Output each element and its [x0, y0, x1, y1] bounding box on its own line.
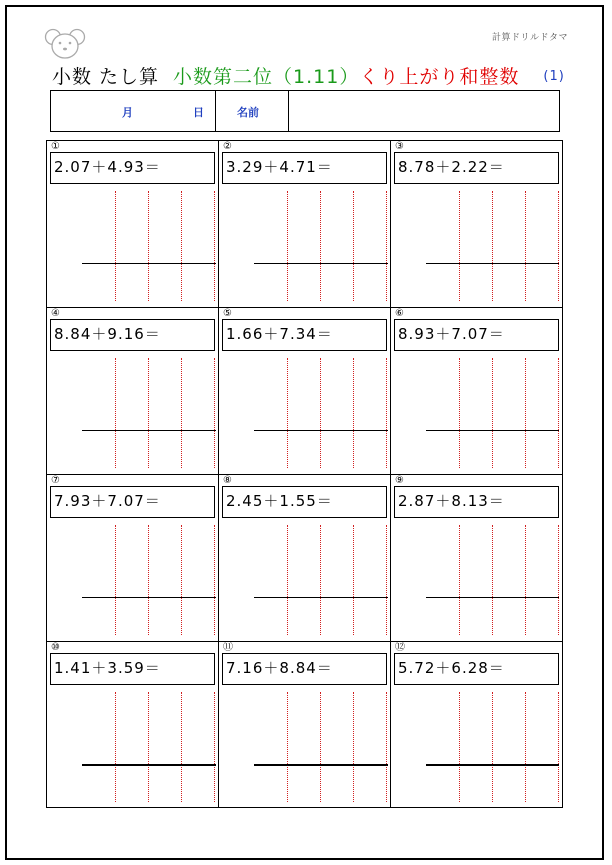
answer-line — [426, 263, 559, 264]
answer-line — [254, 764, 388, 766]
problem-cell[interactable] — [47, 141, 219, 308]
column-guide-line — [558, 191, 559, 301]
column-guide-line — [558, 525, 559, 635]
column-guide-line — [287, 358, 288, 468]
column-guide-line — [115, 191, 116, 301]
column-guide-line — [525, 525, 526, 635]
problem-number: ⑨ — [395, 475, 404, 486]
problem-equation: 3.29＋4.71＝ — [222, 152, 387, 184]
column-guide-line — [353, 692, 354, 802]
answer-line — [426, 430, 559, 431]
title-level: 小数第二位（1.11） — [173, 66, 360, 88]
problem-cell[interactable] — [219, 308, 391, 475]
site-name: 計算ドリルドタマ — [491, 33, 568, 43]
answer-line — [426, 597, 559, 598]
problem-number: ⑤ — [223, 308, 232, 319]
answer-line — [82, 764, 216, 766]
problem-grid — [46, 140, 563, 808]
column-guide-line — [214, 525, 215, 635]
column-guide-line — [459, 525, 460, 635]
problem-number: ⑪ — [223, 642, 233, 653]
column-guide-line — [386, 358, 387, 468]
column-guide-line — [214, 358, 215, 468]
problem-cell[interactable] — [219, 475, 391, 642]
problem-number: ① — [51, 141, 60, 152]
problem-equation: 7.16＋8.84＝ — [222, 653, 387, 685]
column-guide-line — [320, 191, 321, 301]
column-guide-line — [353, 525, 354, 635]
column-guide-line — [320, 525, 321, 635]
column-guide-line — [115, 358, 116, 468]
column-guide-line — [459, 358, 460, 468]
answer-line — [82, 430, 216, 431]
answer-line — [82, 263, 216, 264]
column-guide-line — [459, 191, 460, 301]
column-guide-line — [558, 692, 559, 802]
column-guide-line — [287, 692, 288, 802]
column-guide-line — [181, 191, 182, 301]
column-guide-line — [320, 358, 321, 468]
column-guide-line — [148, 191, 149, 301]
problem-equation: 8.93＋7.07＝ — [394, 319, 559, 351]
problem-number: ⑧ — [223, 475, 232, 486]
title-topic: 小数 たし算 — [52, 66, 160, 88]
answer-line — [254, 263, 388, 264]
column-guide-line — [386, 191, 387, 301]
title-variant: くり上がり和整数 — [359, 66, 520, 88]
problem-equation: 8.84＋9.16＝ — [50, 319, 215, 351]
problem-equation: 5.72＋6.28＝ — [394, 653, 559, 685]
problem-equation: 2.07＋4.93＝ — [50, 152, 215, 184]
column-guide-line — [353, 358, 354, 468]
column-guide-line — [214, 191, 215, 301]
column-guide-line — [525, 191, 526, 301]
name-label-cell — [216, 91, 289, 131]
column-guide-line — [320, 692, 321, 802]
problem-equation: 8.78＋2.22＝ — [394, 152, 559, 184]
answer-line — [254, 430, 388, 431]
mouse-logo-icon — [44, 27, 86, 61]
problem-cell[interactable] — [391, 642, 562, 807]
title-sheet-number: (1) — [543, 69, 565, 84]
column-guide-line — [386, 525, 387, 635]
column-guide-line — [115, 692, 116, 802]
problem-equation: 7.93＋7.07＝ — [50, 486, 215, 518]
problem-cell[interactable] — [391, 141, 562, 308]
worksheet-title — [52, 62, 565, 89]
answer-line — [254, 597, 388, 598]
problem-number: ⑫ — [395, 642, 405, 653]
column-guide-line — [492, 692, 493, 802]
problem-cell[interactable] — [219, 141, 391, 308]
problem-cell[interactable] — [47, 308, 219, 475]
problem-cell[interactable] — [219, 642, 391, 807]
column-guide-line — [525, 358, 526, 468]
column-guide-line — [492, 358, 493, 468]
column-guide-line — [214, 692, 215, 802]
problem-number: ② — [223, 141, 232, 152]
problem-cell[interactable] — [391, 475, 562, 642]
column-guide-line — [148, 525, 149, 635]
problem-number: ④ — [51, 308, 60, 319]
name-field[interactable] — [289, 91, 558, 131]
column-guide-line — [287, 525, 288, 635]
column-guide-line — [492, 191, 493, 301]
column-guide-line — [492, 525, 493, 635]
column-guide-line — [148, 692, 149, 802]
problem-equation: 2.87＋8.13＝ — [394, 486, 559, 518]
problem-number: ⑩ — [51, 642, 60, 653]
answer-line — [82, 597, 216, 598]
problem-equation: 2.45＋1.55＝ — [222, 486, 387, 518]
problem-number: ③ — [395, 141, 404, 152]
problem-cell[interactable] — [47, 475, 219, 642]
column-guide-line — [558, 358, 559, 468]
day-label: 日 — [193, 106, 204, 119]
column-guide-line — [181, 692, 182, 802]
column-guide-line — [287, 191, 288, 301]
name-label: 名前 — [237, 106, 259, 119]
problem-cell[interactable] — [47, 642, 219, 807]
problem-cell[interactable] — [391, 308, 562, 475]
problem-number: ⑥ — [395, 308, 404, 319]
problem-equation: 1.41＋3.59＝ — [50, 653, 215, 685]
problem-number: ⑦ — [51, 475, 60, 486]
column-guide-line — [459, 692, 460, 802]
date-cell[interactable] — [51, 91, 216, 131]
column-guide-line — [115, 525, 116, 635]
name-date-box — [50, 90, 560, 132]
column-guide-line — [181, 358, 182, 468]
column-guide-line — [148, 358, 149, 468]
problem-equation: 1.66＋7.34＝ — [222, 319, 387, 351]
column-guide-line — [353, 191, 354, 301]
month-label: 月 — [122, 106, 133, 119]
column-guide-line — [181, 525, 182, 635]
column-guide-line — [525, 692, 526, 802]
answer-line — [426, 764, 559, 766]
column-guide-line — [386, 692, 387, 802]
